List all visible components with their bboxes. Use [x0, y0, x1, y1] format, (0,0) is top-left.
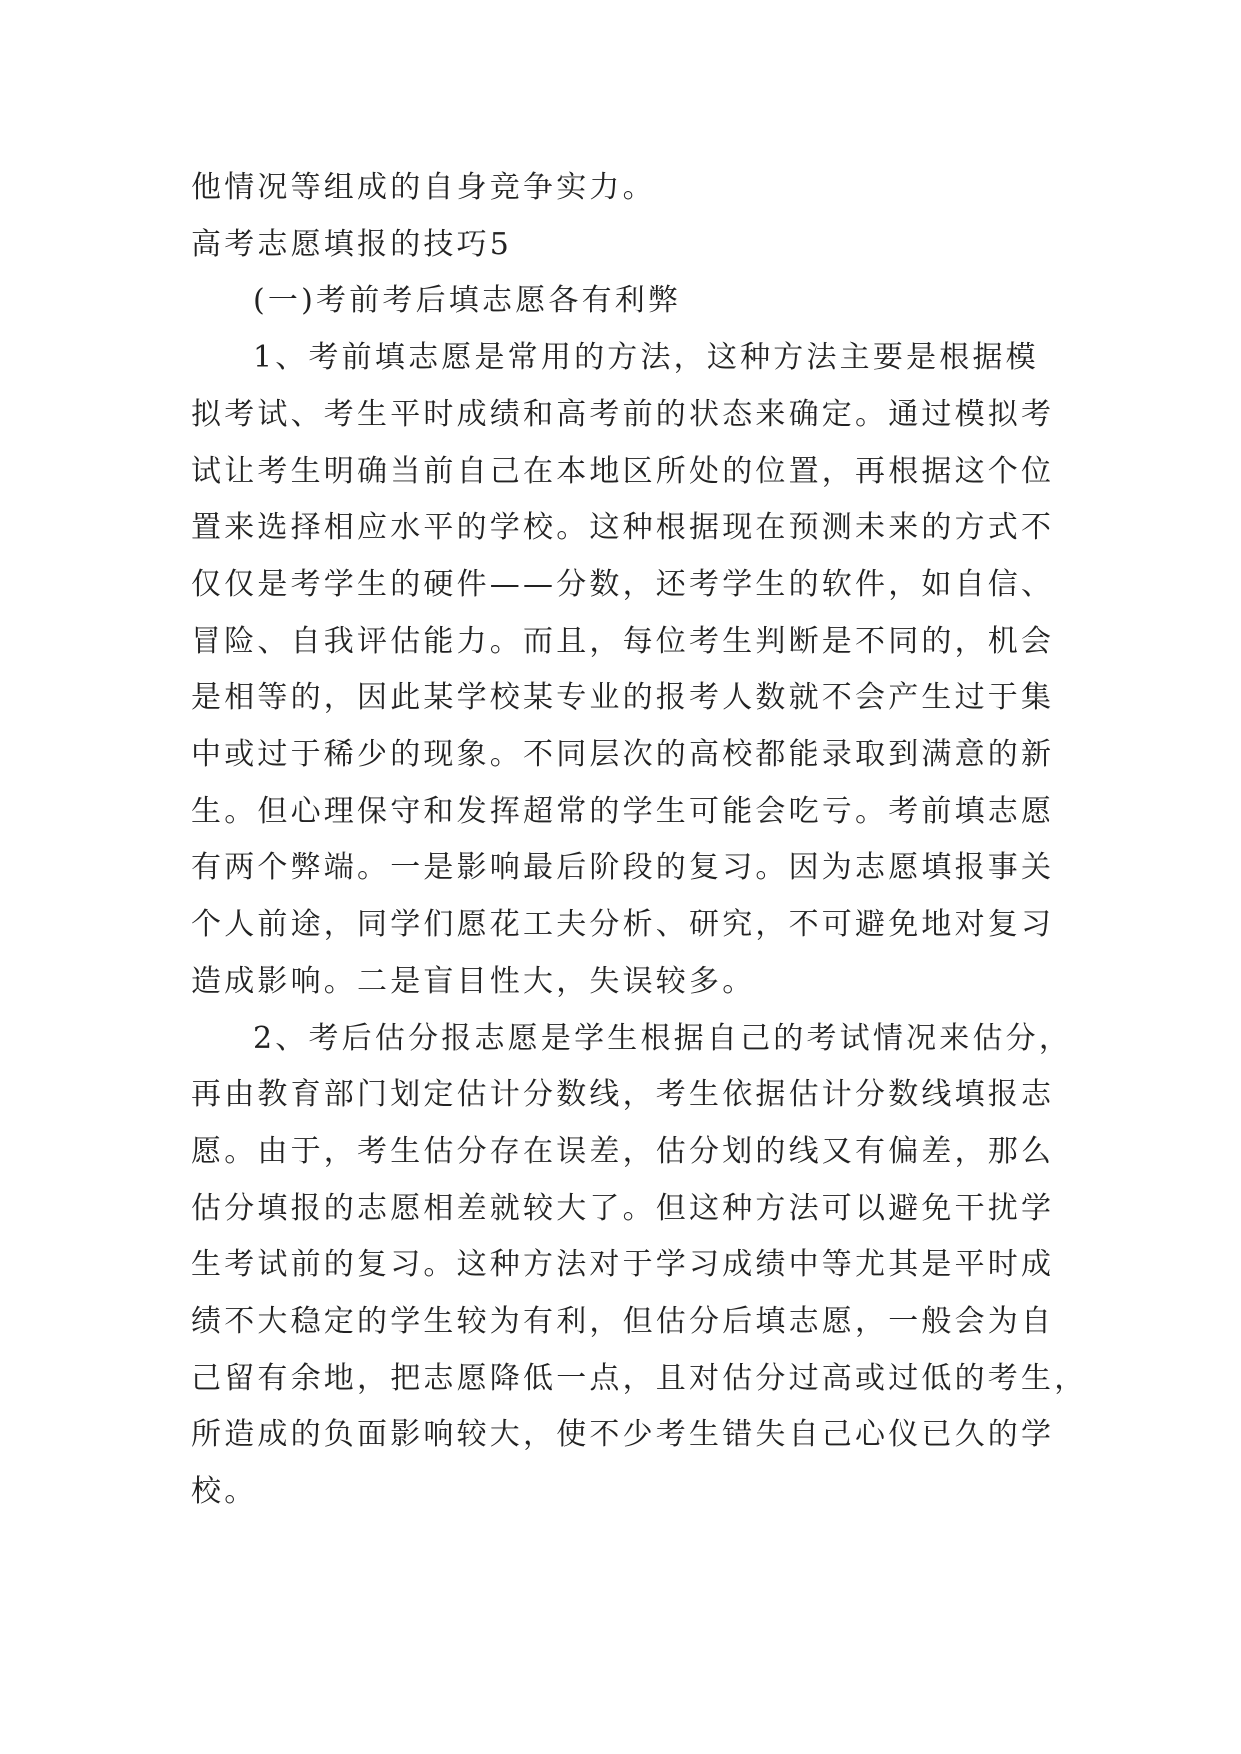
- section-title: [191, 217, 1051, 274]
- paragraph-2: [191, 1011, 1088, 1521]
- text-line: 个人前途，同学们愿花工夫分析、研究，不可避免地对复习: [191, 907, 1055, 943]
- text-line: 2、考后估分报志愿是学生根据自己的考试情况来估分，: [253, 1020, 1073, 1056]
- text-line: 所造成的负面影响较大，使不少考生错失自己心仪已久的学: [191, 1417, 1055, 1453]
- text-line: 拟考试、考生平时成绩和高考前的状态来确定。通过模拟考: [191, 396, 1055, 432]
- text-line: 1、考前填志愿是常用的方法，这种方法主要是根据模: [253, 340, 1039, 376]
- text-line: 置来选择相应水平的学校。这种根据现在预测未来的方式不: [191, 510, 1055, 546]
- text-line: 造成影响。二是盲目性大，失误较多。: [191, 963, 756, 999]
- text-line: 冒险、自我评估能力。而且，每位考生判断是不同的，机会: [191, 623, 1055, 659]
- paragraph-1: [191, 330, 1055, 1010]
- text-line: 己留有余地，把志愿降低一点，且对估分过高或过低的考生，: [191, 1360, 1088, 1396]
- text-line: 生。但心理保守和发挥超常的学生可能会吃亏。考前填志愿: [191, 793, 1055, 829]
- text-line: 高考志愿填报的技巧5: [191, 226, 513, 262]
- document-body: [191, 160, 1088, 1521]
- text-line: 仅仅是考学生的硬件——分数，还考学生的软件，如自信、: [191, 566, 1055, 602]
- text-line: 是相等的，因此某学校某专业的报考人数就不会产生过于集: [191, 680, 1055, 716]
- text-line: 绩不大稳定的学生较为有利，但估分后填志愿，一般会为自: [191, 1304, 1055, 1340]
- text-line: 中或过于稀少的现象。不同层次的高校都能录取到满意的新: [191, 737, 1055, 773]
- continued-paragraph: [191, 160, 1051, 217]
- subheading: [191, 273, 1051, 330]
- text-line: (一)考前考后填志愿各有利弊: [253, 283, 682, 319]
- text-line: 他情况等组成的自身竞争实力。: [191, 170, 656, 205]
- text-line: 校。: [191, 1474, 258, 1510]
- text-line: 再由教育部门划定估计分数线，考生依据估计分数线填报志: [191, 1077, 1055, 1113]
- text-line: 估分填报的志愿相差就较大了。但这种方法可以避免干扰学: [191, 1190, 1055, 1226]
- text-line: 有两个弊端。一是影响最后阶段的复习。因为志愿填报事关: [191, 850, 1055, 886]
- text-line: 生考试前的复习。这种方法对于学习成绩中等尤其是平时成: [191, 1247, 1055, 1283]
- text-line: 试让考生明确当前自己在本地区所处的位置，再根据这个位: [191, 453, 1055, 489]
- text-line: 愿。由于，考生估分存在误差，估分划的线又有偏差，那么: [191, 1133, 1055, 1169]
